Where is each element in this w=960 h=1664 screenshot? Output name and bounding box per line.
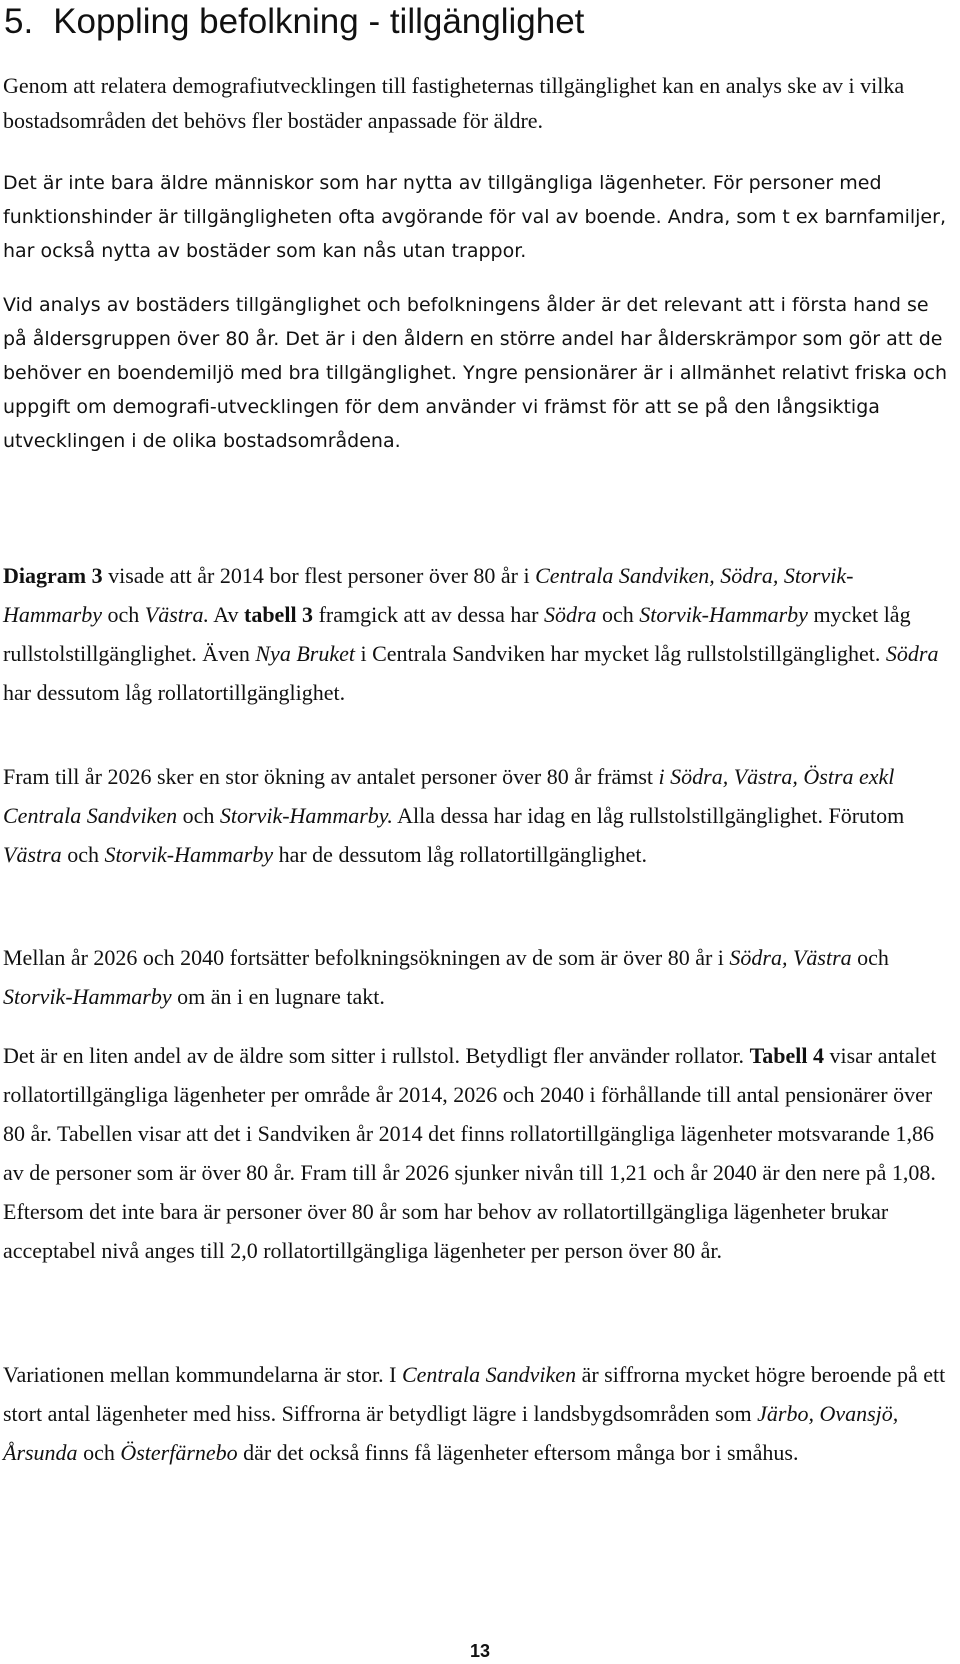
table-reference: Tabell 4 <box>749 1043 824 1068</box>
paragraph-age-analysis: Vid analys av bostäders tillgänglighet och befolkningens ålder är det relevant att i första hand se på åldersgruppen över 80 år. Det är i den åldern en större andel har ålderskrämpor som gör att de behöver en boendemiljö med bra tillgänglighet. Yngre pensionärer är i allmänhet relativt friska och uppgift om demografi-utvecklingen för dem använder vi främst för att se på den långsiktiga utvecklingen i de olika bostadsområdena. <box>3 294 948 452</box>
text-run: Fram till år 2026 sker en stor ökning av antalet personer över 80 år främst <box>3 764 659 789</box>
area-name: Storvik-Hammarby <box>3 984 172 1009</box>
text-run: visar antalet rollatortillgängliga lägenheter per område år 2014, 2026 och 2040 i förhållande till antal pensionärer över 80 år. Tabellen visar att det i Sandviken år 2014 det finns rollatortillgängliga lägenheter motsvarande 1,86 av de personer som är över 80 år. Fram till år 2026 sjunker nivån till 1,21 och år 2040 är den nere på 1,08. Eftersom det inte bara är personer över 80 år som har behov av rollatortillgängliga lägenheter brukar acceptabel nivå anges till 2,0 rollatortillgängliga lägenheter per person över 80 år. <box>3 1043 937 1263</box>
area-name: Storvik-Hammarby <box>104 842 274 867</box>
paragraph-2026-growth <box>3 757 951 874</box>
text-run: mycket låg rullstolstillgänglighet. Även <box>3 602 911 666</box>
paragraph-2040-growth <box>3 938 951 1016</box>
area-name: Västra. <box>144 602 209 627</box>
section-title: Koppling befolkning - tillgänglighet <box>53 2 585 41</box>
text-run: är siffrorna mycket högre beroende på ett stort antal lägenheter med hiss. Siffrorna är betydligt lägre i landsbygdsområden som <box>3 1362 946 1426</box>
area-names: Järbo, Ovansjö, Årsunda <box>3 1401 899 1465</box>
paragraph-variation <box>3 1355 951 1472</box>
area-name: Storvik-Hammarby <box>639 602 808 627</box>
paragraph-accessibility-users: Det är inte bara äldre människor som har nytta av tillgängliga lägenheter. För personer med funktionshinder är tillgängligheten ofta avgörande för val av boende. Andra, som t ex barnfamiljer, har också nytta av bostäder som kan nås utan trappor. <box>3 172 946 262</box>
text-run: Mellan år 2026 och 2040 fortsätter befolkningsökningen av de som är över 80 år i <box>3 945 730 970</box>
text-run: och <box>596 602 640 627</box>
text-run: och <box>77 1440 121 1465</box>
text-run: Det är en liten andel av de äldre som sitter i rullstol. Betydligt fler använder rollator. <box>3 1043 750 1068</box>
section-heading <box>4 2 584 42</box>
text-run: har dessutom låg rollatortillgänglighet. <box>3 680 346 705</box>
text-run: om än i en lugnare takt. <box>171 984 385 1009</box>
text-run: Av <box>208 602 244 627</box>
text-run: framgick att av dessa har <box>313 602 544 627</box>
text-run: och <box>177 803 220 828</box>
text-run: i Centrala Sandviken har mycket låg rullstolstillgänglighet. <box>354 641 886 666</box>
area-names: i Södra, Västra, Östra exkl Centrala Sandviken <box>3 764 895 828</box>
section-number: 5. <box>4 2 34 41</box>
text-run: visade att år 2014 bor flest personer över 80 år i <box>102 563 536 588</box>
area-name: Södra <box>543 602 597 627</box>
text-run: Variationen mellan kommundelarna är stor. I <box>3 1362 402 1387</box>
paragraph-table-4 <box>3 1036 951 1270</box>
text-run: Alla dessa har idag en låg rullstolstillgänglighet. Förutom <box>392 803 905 828</box>
text-run: och <box>61 842 105 867</box>
area-name: Centrala Sandviken <box>401 1362 577 1387</box>
paragraph-intro: Genom att relatera demografiutvecklingen till fastigheternas tillgänglighet kan en analys ske av i vilka bostadsområden det behövs fler bostäder anpassade för äldre. <box>3 73 905 133</box>
area-name: Södra <box>885 641 939 666</box>
text-run: och <box>102 602 145 627</box>
table-reference: tabell 3 <box>244 602 314 627</box>
area-names: Centrala Sandviken, Södra, Storvik-Hammarby <box>3 563 854 627</box>
area-name: Västra <box>3 842 62 867</box>
diagram-reference: Diagram 3 <box>3 563 103 588</box>
area-names: Södra, Västra <box>729 945 852 970</box>
area-name: Österfärnebo <box>120 1440 238 1465</box>
area-name: Nya Bruket <box>255 641 355 666</box>
paragraph-diagram-3 <box>3 556 951 712</box>
text-run: har de dessutom låg rollatortillgänglighet. <box>273 842 648 867</box>
text-run: och <box>851 945 889 970</box>
area-name: Storvik-Hammarby. <box>219 803 393 828</box>
text-run: där det också finns få lägenheter eftersom många bor i småhus. <box>237 1440 799 1465</box>
page-number: 13 <box>469 1641 491 1661</box>
